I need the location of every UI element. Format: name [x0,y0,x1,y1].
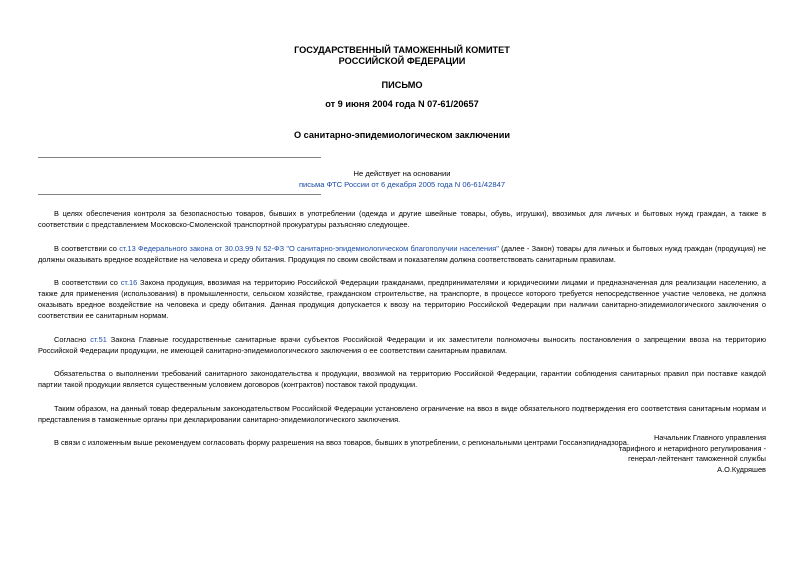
paragraph-2-text-b: (далее - Закон) товары для личных и бытовых нужд граждан (продукция) не должны оказывать вредное воздействие на человека и среду обитания. Продукция по своим свойствам и показателям должна соответствовать санитарным правилам. [38,243,766,264]
document-type: ПИСЬМО [381,80,423,90]
paragraph-6: Таким образом, на данный товар федеральным законодательством Российской Федерации установлено ограничение на ввоз в виде обязательного подтверждения его соответствия санитарным нормам и представления в таможенные органы при декларировании санитарно-эпидемиологического заключения. [38,403,766,424]
issuer-line-2: РОССИЙСКОЙ ФЕДЕРАЦИИ [338,56,466,66]
law-article-16-link[interactable]: ст.16 [120,278,138,287]
status-note [38,168,766,190]
status-text: Не действует на основании [353,169,451,178]
paragraph-3-text-a: В соответствии со [54,278,121,287]
letter-body [38,208,766,461]
paragraph-2-text-a: В соответствии со [54,243,120,253]
paragraph-5: Обязательства о выполнении требований санитарного законодательства к продукции, ввозимой на территорию Российской Федерации, гарантии соблюдения санитарных правил при поставке каждой партии такой продукции является существенным условием договоров (контрактов) поставок такой продукции. [38,369,766,389]
paragraph-2 [38,243,766,265]
document-subject: О санитарно-эпидемиологическом заключении [293,130,511,140]
issuer-block [38,45,766,67]
signature-line-1: Начальник Главного управления [653,433,766,442]
law-article-51-link[interactable]: ст.51 [90,334,107,344]
divider-top [38,157,321,158]
signature-line-2: тарифного и нетарифного регулирования - [618,443,766,453]
status-link[interactable]: письма ФТС России от 6 декабря 2005 года N 06-61/42847 [298,180,506,189]
paragraph-7: В связи с изложенным выше рекомендуем согласовать форму разрешения на ввоз товаров, бывших в употреблении, с региональными центрами Госсанэпиднадзора. [54,438,629,447]
signature-line-3: генерал-лейтенант таможенной службы [628,454,766,463]
paragraph-4-text-b: Закона Главные государственные санитарные врачи субъектов Российской Федерации и их заместители полномочны выносить постановления о запрещении ввоза на территорию Российской Федерации продукции, не имеющей санитарно-эпидемиологического заключения о ее соответствии санитарным правилам. [38,334,766,355]
law-article-13-link[interactable]: ст.13 Федерального закона от 30.03.99 N 52-ФЗ "О санитарно-эпидемиологическом благополучии населения" [119,243,499,253]
divider-bottom [38,194,321,195]
paragraph-1: В целях обеспечения контроля за безопасностью товаров, бывших в употреблении (одежда и другие швейные товары, обувь, игрушки), ввозимых для личных и бытовых нужд граждан, а также в соответствии с представлением Московско-Смоленской транспортной прокуратуры разъясняю следующее. [38,209,766,229]
paragraph-3-text-b: Закона продукция, ввозимая на территорию Российской Федерации гражданами, предпринимателями и юридическими лицами и предназначенная для реализации населению, а также для применения (использования) в промышленности, сельском хозяйстве, гражданском строительстве, на транспорте, в процессе которого требуется непосредственное участие человека, не должна оказывать вредное воздействие на человека и среду обитания. Данная продукция допускается к ввозу на территорию Российской Федерации при наличии санитарно-эпидемиологического заключения о соответствии ее санитарным нормам. [38,278,766,320]
paragraph-4 [38,334,766,356]
document-date-number: от 9 июня 2004 года N 07-61/20657 [325,99,479,109]
issuer-line-1: ГОСУДАРСТВЕННЫЙ ТАМОЖЕННЫЙ КОМИТЕТ [294,45,510,55]
signature-block [619,433,766,475]
signatory-name: А.О.Кудряшев [717,464,766,474]
paragraph-4-text-a: Согласно [54,334,91,344]
paragraph-3 [38,277,766,321]
